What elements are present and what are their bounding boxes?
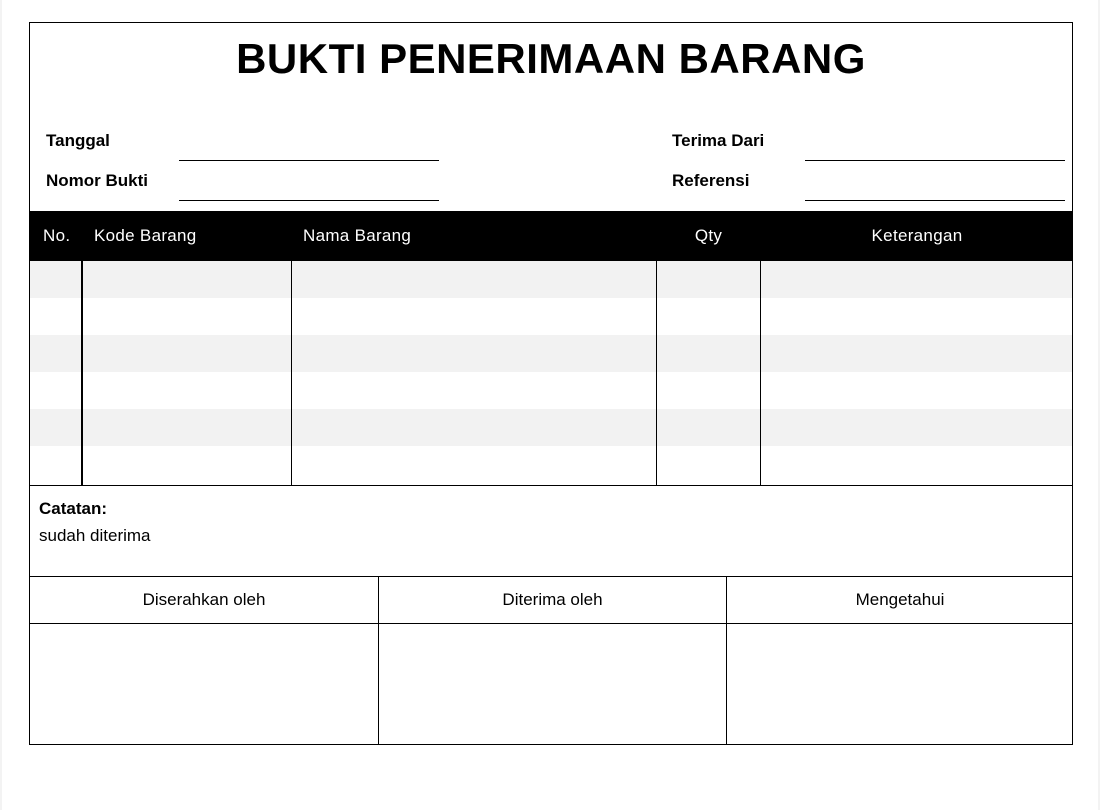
signature-header-diserahkan: Diserahkan oleh [142, 590, 266, 609]
column-header-qty: Qty [694, 226, 723, 245]
table-row[interactable] [30, 261, 1072, 298]
signature-box-diserahkan[interactable] [30, 624, 378, 744]
column-header-nama-barang: Nama Barang [303, 226, 412, 245]
referensi-field[interactable] [805, 200, 1065, 201]
table-row[interactable] [30, 372, 1072, 409]
column-header-no: No. [43, 226, 71, 245]
table-bottom-border [30, 485, 1072, 486]
table-row[interactable] [30, 446, 1072, 483]
table-row[interactable] [30, 409, 1072, 446]
tanggal-field[interactable] [179, 160, 439, 161]
table-row[interactable] [30, 335, 1072, 372]
notes-label: Catatan: [39, 499, 108, 518]
column-header-keterangan: Keterangan [871, 226, 963, 245]
nomor-bukti-field[interactable] [179, 200, 439, 201]
column-header-kode-barang: Kode Barang [94, 226, 197, 245]
page [2, 0, 1098, 810]
receipt-form [29, 22, 1073, 745]
terima-dari-field[interactable] [805, 160, 1065, 161]
signature-header-diterima: Diterima oleh [502, 590, 603, 609]
tanggal-label: Tanggal [46, 131, 110, 150]
column-divider [291, 261, 292, 486]
signature-box-diterima[interactable] [379, 624, 726, 744]
column-divider [760, 261, 761, 486]
nomor-bukti-label: Nomor Bukti [46, 171, 148, 190]
signature-box-mengetahui[interactable] [727, 624, 1073, 744]
items-table-header [30, 211, 1072, 261]
column-divider [81, 261, 83, 486]
document-title: BUKTI PENERIMAAN BARANG [236, 35, 866, 82]
terima-dari-label: Terima Dari [672, 131, 765, 150]
table-row[interactable] [30, 298, 1072, 335]
column-divider [656, 261, 657, 486]
items-table-body [30, 261, 1072, 486]
referensi-label: Referensi [672, 171, 750, 190]
signature-header-mengetahui: Mengetahui [855, 590, 945, 609]
notes-text[interactable]: sudah diterima [39, 526, 151, 545]
